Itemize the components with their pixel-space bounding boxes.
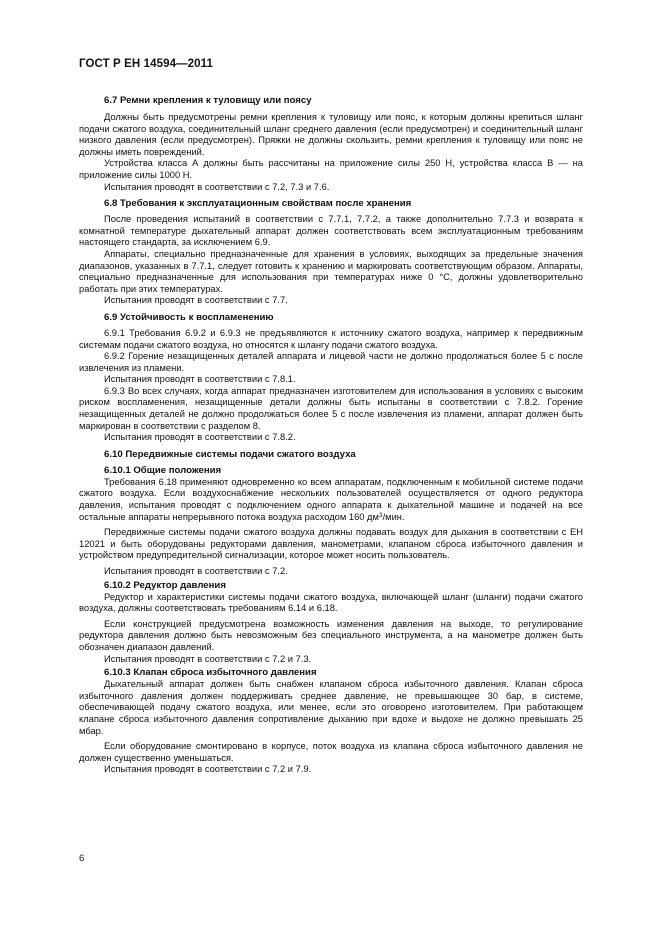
document-header: ГОСТ Р ЕН 14594—2011: [79, 58, 214, 70]
subsection-heading-6-10-3: 6.10.3 Клапан сброса избыточного давления: [104, 667, 317, 679]
paragraph: 6.9.2 Горение незащищенных деталей аппарата и лицевой части не должно продолжаться более 5 с после извлечения из пламени.: [79, 351, 583, 373]
paragraph: 6.9.3 Во всех случаях, когда аппарат предназначен изготовителем для использования в условиях с высоким риском воспламенения, незащищенные детали должны быть испытаны в соответствии с 7.8.2. Горение незащищенных деталей не должно продолжаться более 5 с после извлечения из пламени, аппарат должен быть маркирован в соответствии с разделом 8.: [79, 385, 583, 431]
paragraph: Передвижные системы подачи сжатого воздуха должны подавать воздух для дыхания в соответствии с ЕН 12021 и быть оборудованы редукторами давления, манометрами, клапаном сброса избыточного давления и устройством предупредительной сигнализации, которое может носить пользователь.: [79, 527, 583, 561]
section-heading-6-7: 6.7 Ремни крепления к туловищу или поясу: [104, 95, 312, 106]
paragraph: Испытания проводят в соответствии с 7.2, 7.3 и 7.6.: [104, 181, 330, 192]
paragraph: Дыхательный аппарат должен быть снабжен клапаном сброса избыточного давления. Клапан сброса избыточного давления должен поддерживать среднее давление, не превышающее 30 бар, в системе, обеспечивающей подачу сжатого воздуха, или менее, если это оговорено изготовителем. При работающем клапане сброса избыточного давления сопротивление дыханию при вдохе и выдохе не должно превышать 25 мбар.: [79, 679, 583, 736]
paragraph: Требования 6.18 применяют одновременно ко всем аппаратам, подключенным к мобильной системе подачи сжатого воздуха. Если воздухоснабжение нескольких пользователей осуществляется от одного редуктора давления, испытания проводят с подключением одного аппарата к дыхательной машине и подачей на все остальные аппараты непрерывного потока воздуха расходом 160 $дм^3$/мин.: [79, 476, 583, 522]
section-heading-6-8: 6.8 Требования к эксплуатационным свойствам после хранения: [104, 198, 412, 210]
paragraph: Если оборудование смонтировано в корпусе, поток воздуха из клапана сброса избыточного давления не должен существенно уменьшаться.: [79, 741, 583, 763]
paragraph: Испытания проводят в соответствии с 7.8.2.: [104, 432, 296, 443]
superscript: 3: [378, 511, 383, 519]
paragraph: 6.9.1 Требования 6.9.2 и 6.9.3 не предъявляются к источнику сжатого воздуха, например к передвижным системам подачи сжатого воздуха, но относятся к шлангу подачи сжатого воздуха.: [79, 327, 583, 350]
paragraph: Испытания проводят в соответствии с 7.2 и 7.9.: [104, 764, 312, 775]
subsection-heading-6-10-1: 6.10.1 Общие положения: [104, 464, 222, 476]
paragraph: Аппараты, специально предназначенные для хранения в условиях, выходящих за предельные значения диапазонов, указанных в 7.7.1, следует готовить к хранению и маркировать соответствующим образом. Аппараты, специально предназначенные для использования при температурах ниже 0 °С, должны удовлетворительно работать при этих температурах.: [79, 248, 583, 294]
section-heading-6-9: 6.9 Устойчивость к воспламенению: [104, 311, 274, 323]
paragraph: Редуктор и характеристики системы подачи сжатого воздуха, включающей шланг (шланги) подачи сжатого воздуха, должны соответствовать требованиям 6.14 и 6.18.: [79, 591, 583, 614]
paragraph: Должны быть предусмотрены ремни крепления к туловищу или пояс, к которым должны крепиться шланг подачи сжатого воздуха, соединительный шланг среднего давления (если предусмотрен) и соединительный шланг низкого давления (если предусмотрен). Пряжки не должны скользить, ремни крепления к туловищу или пояс не должны иметь повреждений.: [79, 112, 583, 157]
paragraph: Испытания проводят в соответствии с 7.7.: [104, 295, 288, 306]
paragraph: Испытания проводят в соответствии с 7.2.: [104, 566, 288, 576]
paragraph: Устройства класса А должны быть рассчитаны на приложение силы 250 Н, устройства класса В — на приложение силы 1000 Н.: [79, 158, 583, 180]
subsection-heading-6-10-2: 6.10.2 Редуктор давления: [104, 579, 226, 591]
paragraph: Если конструкцией предусмотрена возможность изменения давления на выходе, то регулирование редуктора давления должно быть невозможным без специального инструмента, а на манометре должен быть обозначен диапазон давлений.: [79, 618, 583, 652]
document-body: [79, 95, 583, 776]
paragraph: Испытания проводят в соответствии с 7.8.1.: [104, 374, 296, 385]
page-number: 6: [79, 853, 85, 864]
section-heading-6-10: 6.10 Передвижные системы подачи сжатого воздуха: [104, 448, 356, 460]
paragraph: Испытания проводят в соответствии с 7.2 и 7.3.: [104, 653, 312, 664]
paragraph: После проведения испытаний в соответствии с 7.7.1, 7.7.2, а также дополнительно 7.7.3 и возврата к комнатной температуре дыхательный аппарат должен соответствовать всем эксплуатационным требованиям настоящего стандарта, за исключением 6.9.: [79, 214, 583, 248]
